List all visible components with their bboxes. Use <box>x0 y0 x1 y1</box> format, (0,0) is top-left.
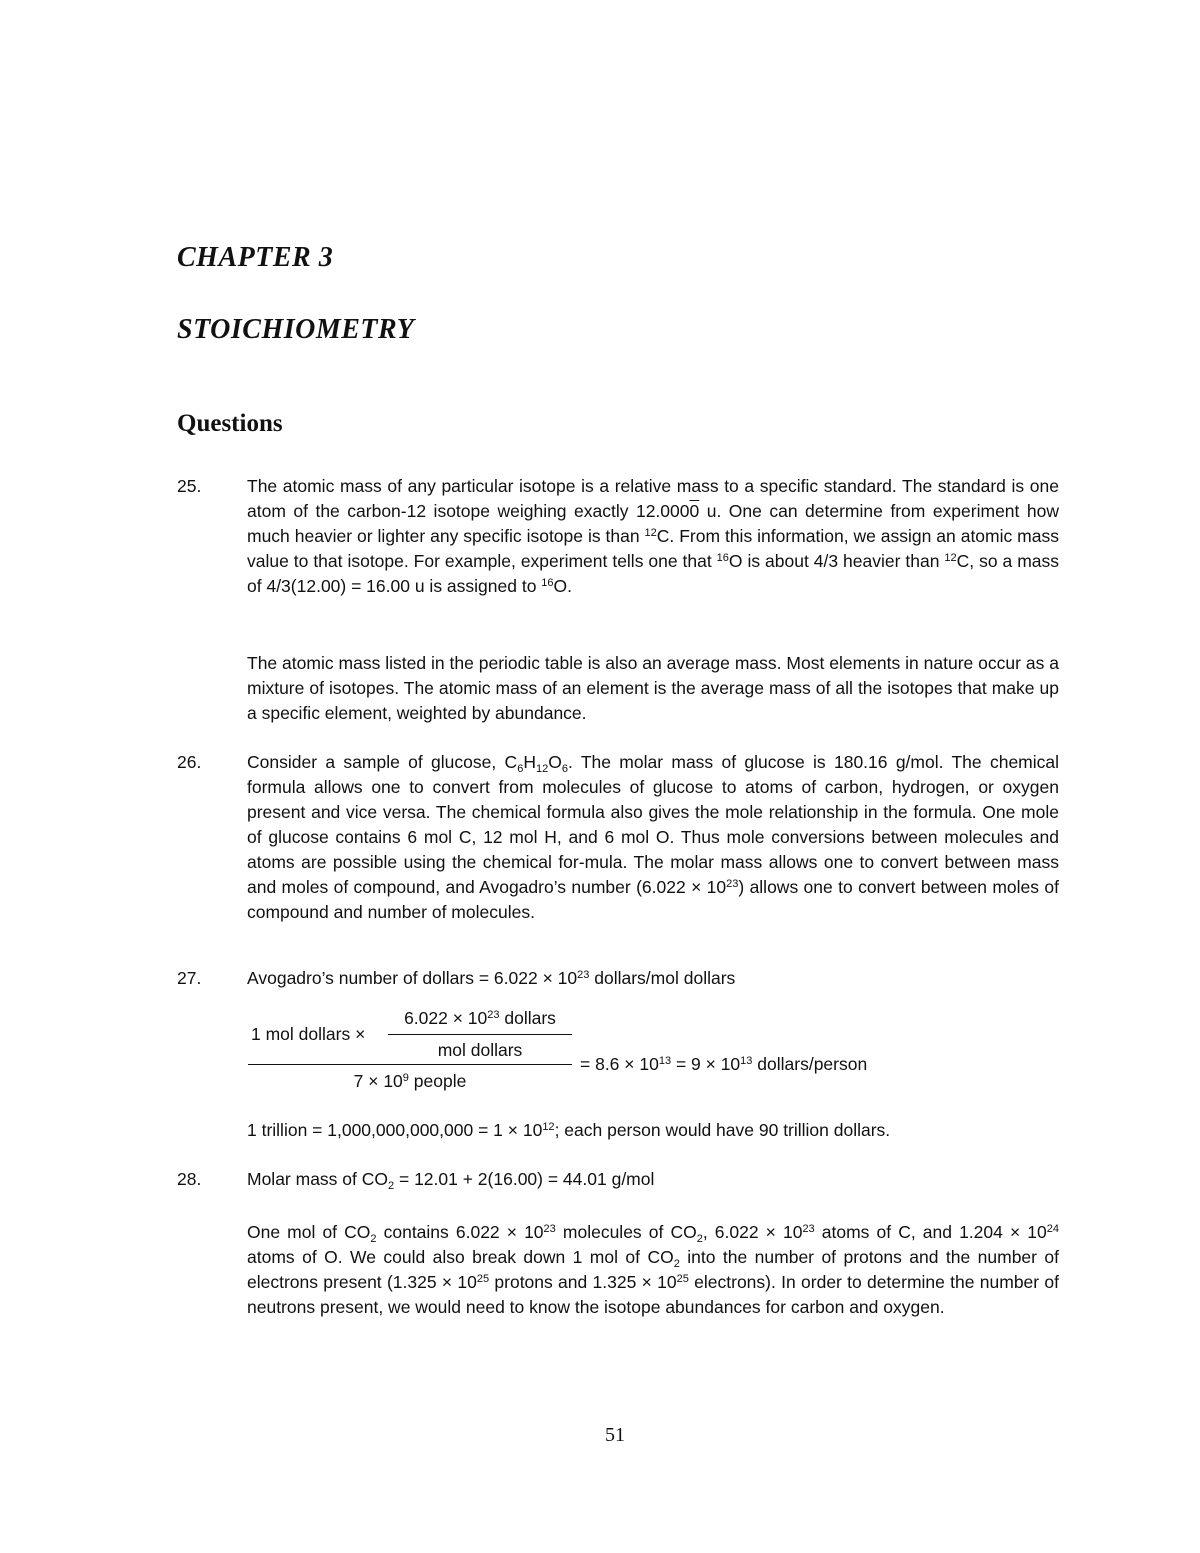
q27-trillion-line: 1 trillion = $1,000,000,000,000 = 1 \times 10^{12}$; each person would have 90 trillion dollars. <box>247 1120 891 1140</box>
page-number: 51 <box>605 1424 625 1446</box>
fraction-inner-numerator: $6.022 \times 10^{23}$ dollars <box>404 1008 556 1028</box>
fraction-lead-term: 1 mol dollars × <box>251 1024 366 1044</box>
q28-molar-mass-line: Molar mass of $CO_2 = 12.01 + 2(16.00) = 44.01$ g/mol <box>247 1169 655 1192</box>
chapter-title: CHAPTER 3 <box>177 242 334 273</box>
section-heading: Questions <box>177 410 283 437</box>
fraction-outer-denominator: $7 \times 10^9$ people <box>353 1071 467 1091</box>
question-number-25: 25. <box>177 476 202 496</box>
chapter-subject: STOICHIOMETRY <box>177 314 415 345</box>
question-number-27: 27. <box>177 968 202 988</box>
q27-avogadro-line: Avogadro’s number of dollars = $6.022 \times 10^{23}$ dollars/mol dollars <box>247 968 736 988</box>
question-number-26: 26. <box>177 752 202 772</box>
q26-paragraph: Consider a sample of glucose, $C_6H_{12}O_6$. The molar mass of glucose is 180.16 g/mol. The chemical formula allows one to convert from molecules of glucose to atoms of carbon, hydrogen, or oxygen present and vice versa. The chemical formula also gives the mole relationship in the formula. One mole of glucose contains 6 mol C, 12 mol H, and 6 mol O. Thus mole conversions between molecules and atoms are possible using the chemical for-mula. The molar mass allows one to convert between mass and moles of compound, and Avogadro’s number $(6.022 \times 10^{23})$ allows one to convert between moles of compound and number of molecules. <box>247 752 1060 922</box>
fraction-result: = $8.6 \times 10^{13} = 9 \times 10^{13}$ dollars/person <box>580 1054 868 1074</box>
outer-fraction-bar <box>248 1064 572 1065</box>
inner-fraction-bar <box>388 1034 572 1035</box>
q28-paragraph: One mol of $CO_2$ contains $6.022 \times 10^{23}$ molecules of $CO_2$, $6.022 \times 10^{23}$ atoms of C, and $1.204 \times 10^{24}$ atoms of O. We could also break down 1 mol of $CO_2$ into the number of protons and the number of electrons present ($1.325 \times 10^{25}$ protons and $1.325 \times 10^{25}$ electrons). In order to determine the number of neutrons present, we would need to know the isotope abundances for carbon and oxygen. <box>247 1222 1060 1317</box>
question-number-28: 28. <box>177 1169 202 1189</box>
q25-paragraph-2: The atomic mass listed in the periodic table is also an average mass. Most elements in nature occur as a mixture of isotopes. The atomic mass of an element is the average mass of all the isotopes that make up a specific element, weighted by abundance. <box>247 653 1059 723</box>
q25-paragraph-1: The atomic mass of any particular isotope is a relative mass to a specific standard. The standard is one atom of the carbon-12 isotope weighing exactly 12.0000 u. One can determine from experiment how much heavier or lighter any specific isotope is than $^{12}$C. From this information, we assign an atomic mass value to that isotope. For example, experiment tells one that $^{16}$O is about 4/3 heavier than $^{12}$C, so a mass of 4/3(12.00) = 16.00 u is assigned to $^{16}$O. <box>247 476 1060 596</box>
fraction-inner-denominator: mol dollars <box>437 1040 523 1060</box>
